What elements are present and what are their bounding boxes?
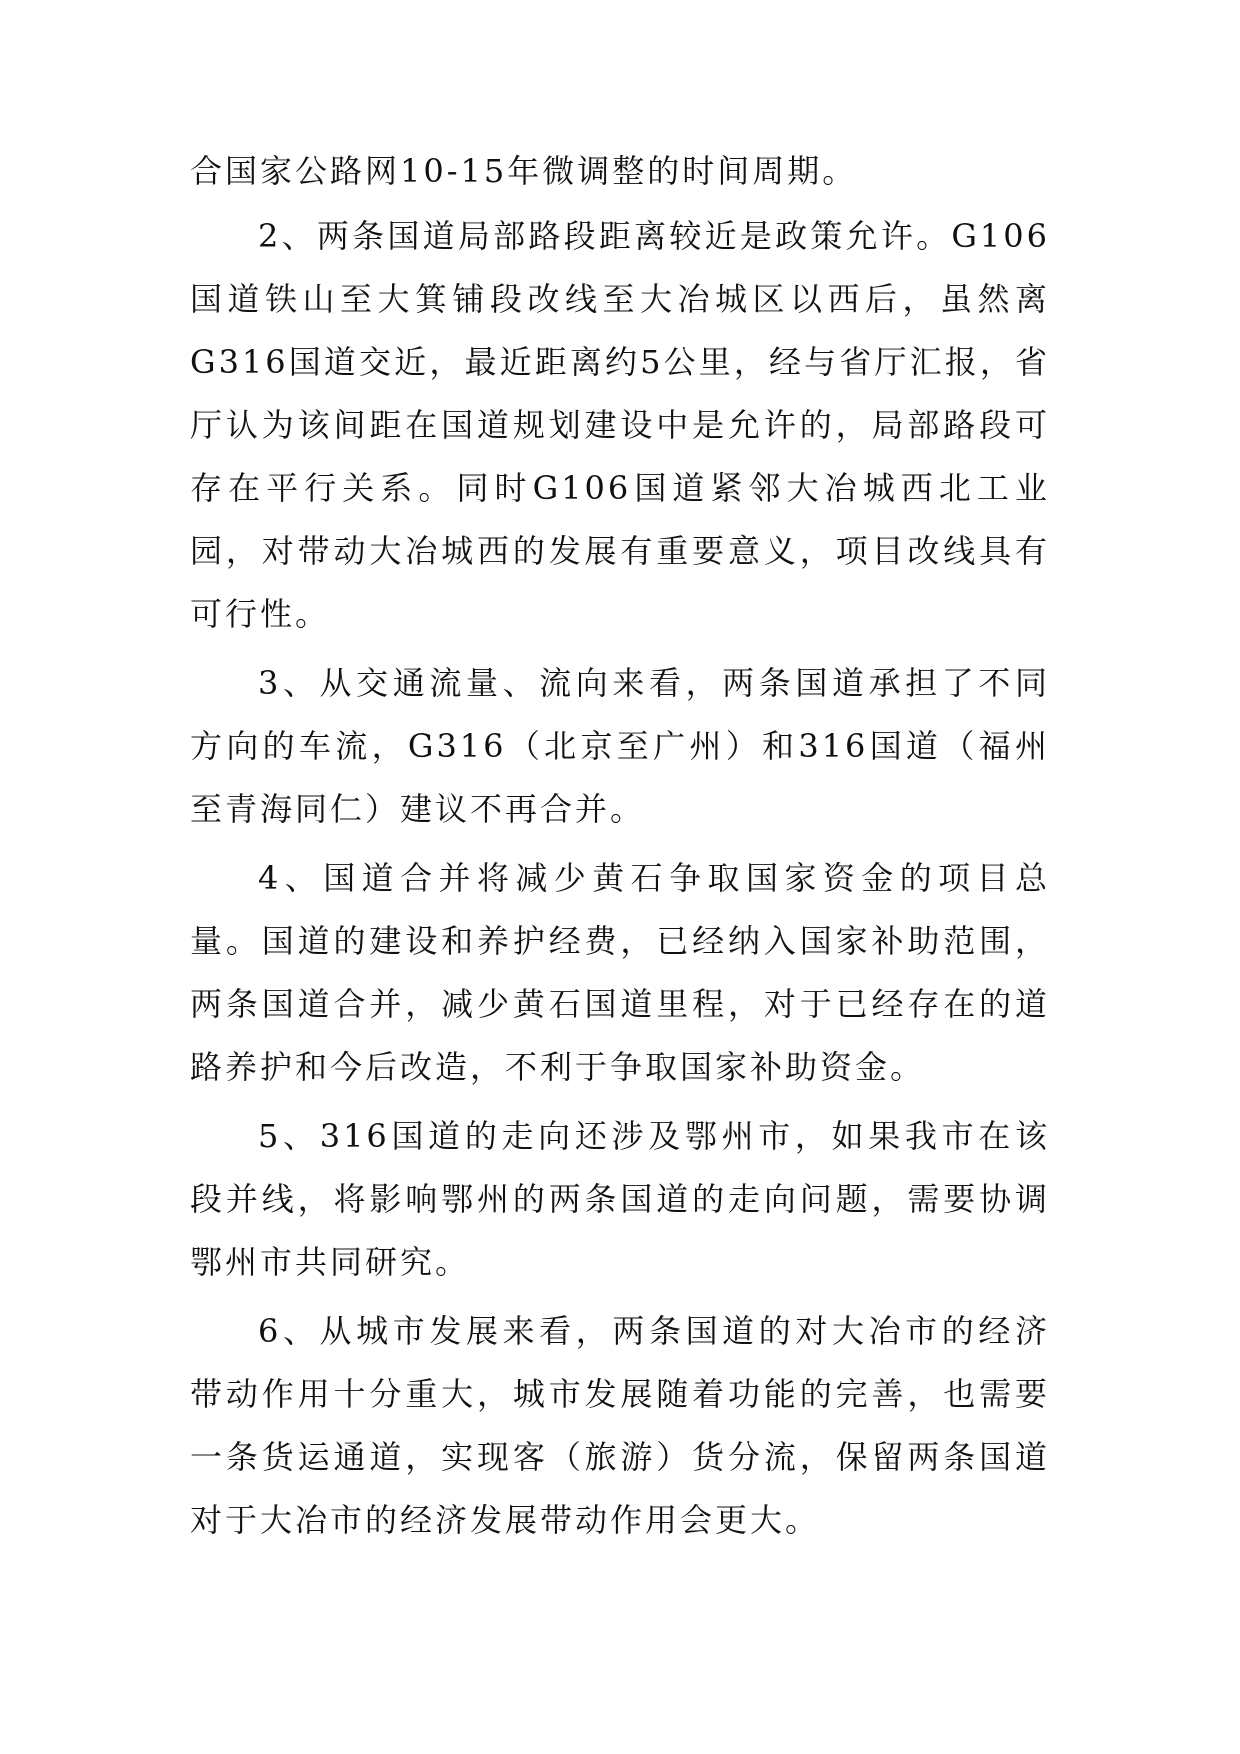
paragraph-item-5: 5、316国道的走向还涉及鄂州市，如果我市在该段并线，将影响鄂州的两条国道的走向问题，需要协调鄂州市共同研究。 <box>190 1117 1050 1281</box>
paragraph-item-3: 3、从交通流量、流向来看，两条国道承担了不同方向的车流，G316（北京至广州）和316国道（福州至青海同仁）建议不再合并。 <box>190 664 1050 828</box>
paragraph-continuation: 合国家公路网10-15年微调整的时间周期。 <box>190 152 858 190</box>
document-body <box>190 140 1050 1552</box>
paragraph-item-6: 6、从城市发展来看，两条国道的对大冶市的经济带动作用十分重大，城市发展随着功能的完善，也需要一条货运通道，实现客（旅游）货分流，保留两条国道对于大冶市的经济发展带动作用会更大。 <box>190 1312 1050 1539</box>
paragraph-item-4: 4、国道合并将减少黄石争取国家资金的项目总量。国道的建设和养护经费，已经纳入国家补助范围，两条国道合并，减少黄石国道里程，对于已经存在的道路养护和今后改造，不利于争取国家补助资金。 <box>190 859 1050 1086</box>
paragraph-item-2: 2、两条国道局部路段距离较近是政策允许。G106国道铁山至大箕铺段改线至大冶城区以西后，虽然离G316国道交近，最近距离约5公里，经与省厅汇报，省厅认为该间距在国道规划建设中是允许的，局部路段可存在平行关系。同时G106国道紧邻大冶城西北工业园，对带动大冶城西的发展有重要意义，项目改线具有可行性。 <box>190 217 1050 633</box>
